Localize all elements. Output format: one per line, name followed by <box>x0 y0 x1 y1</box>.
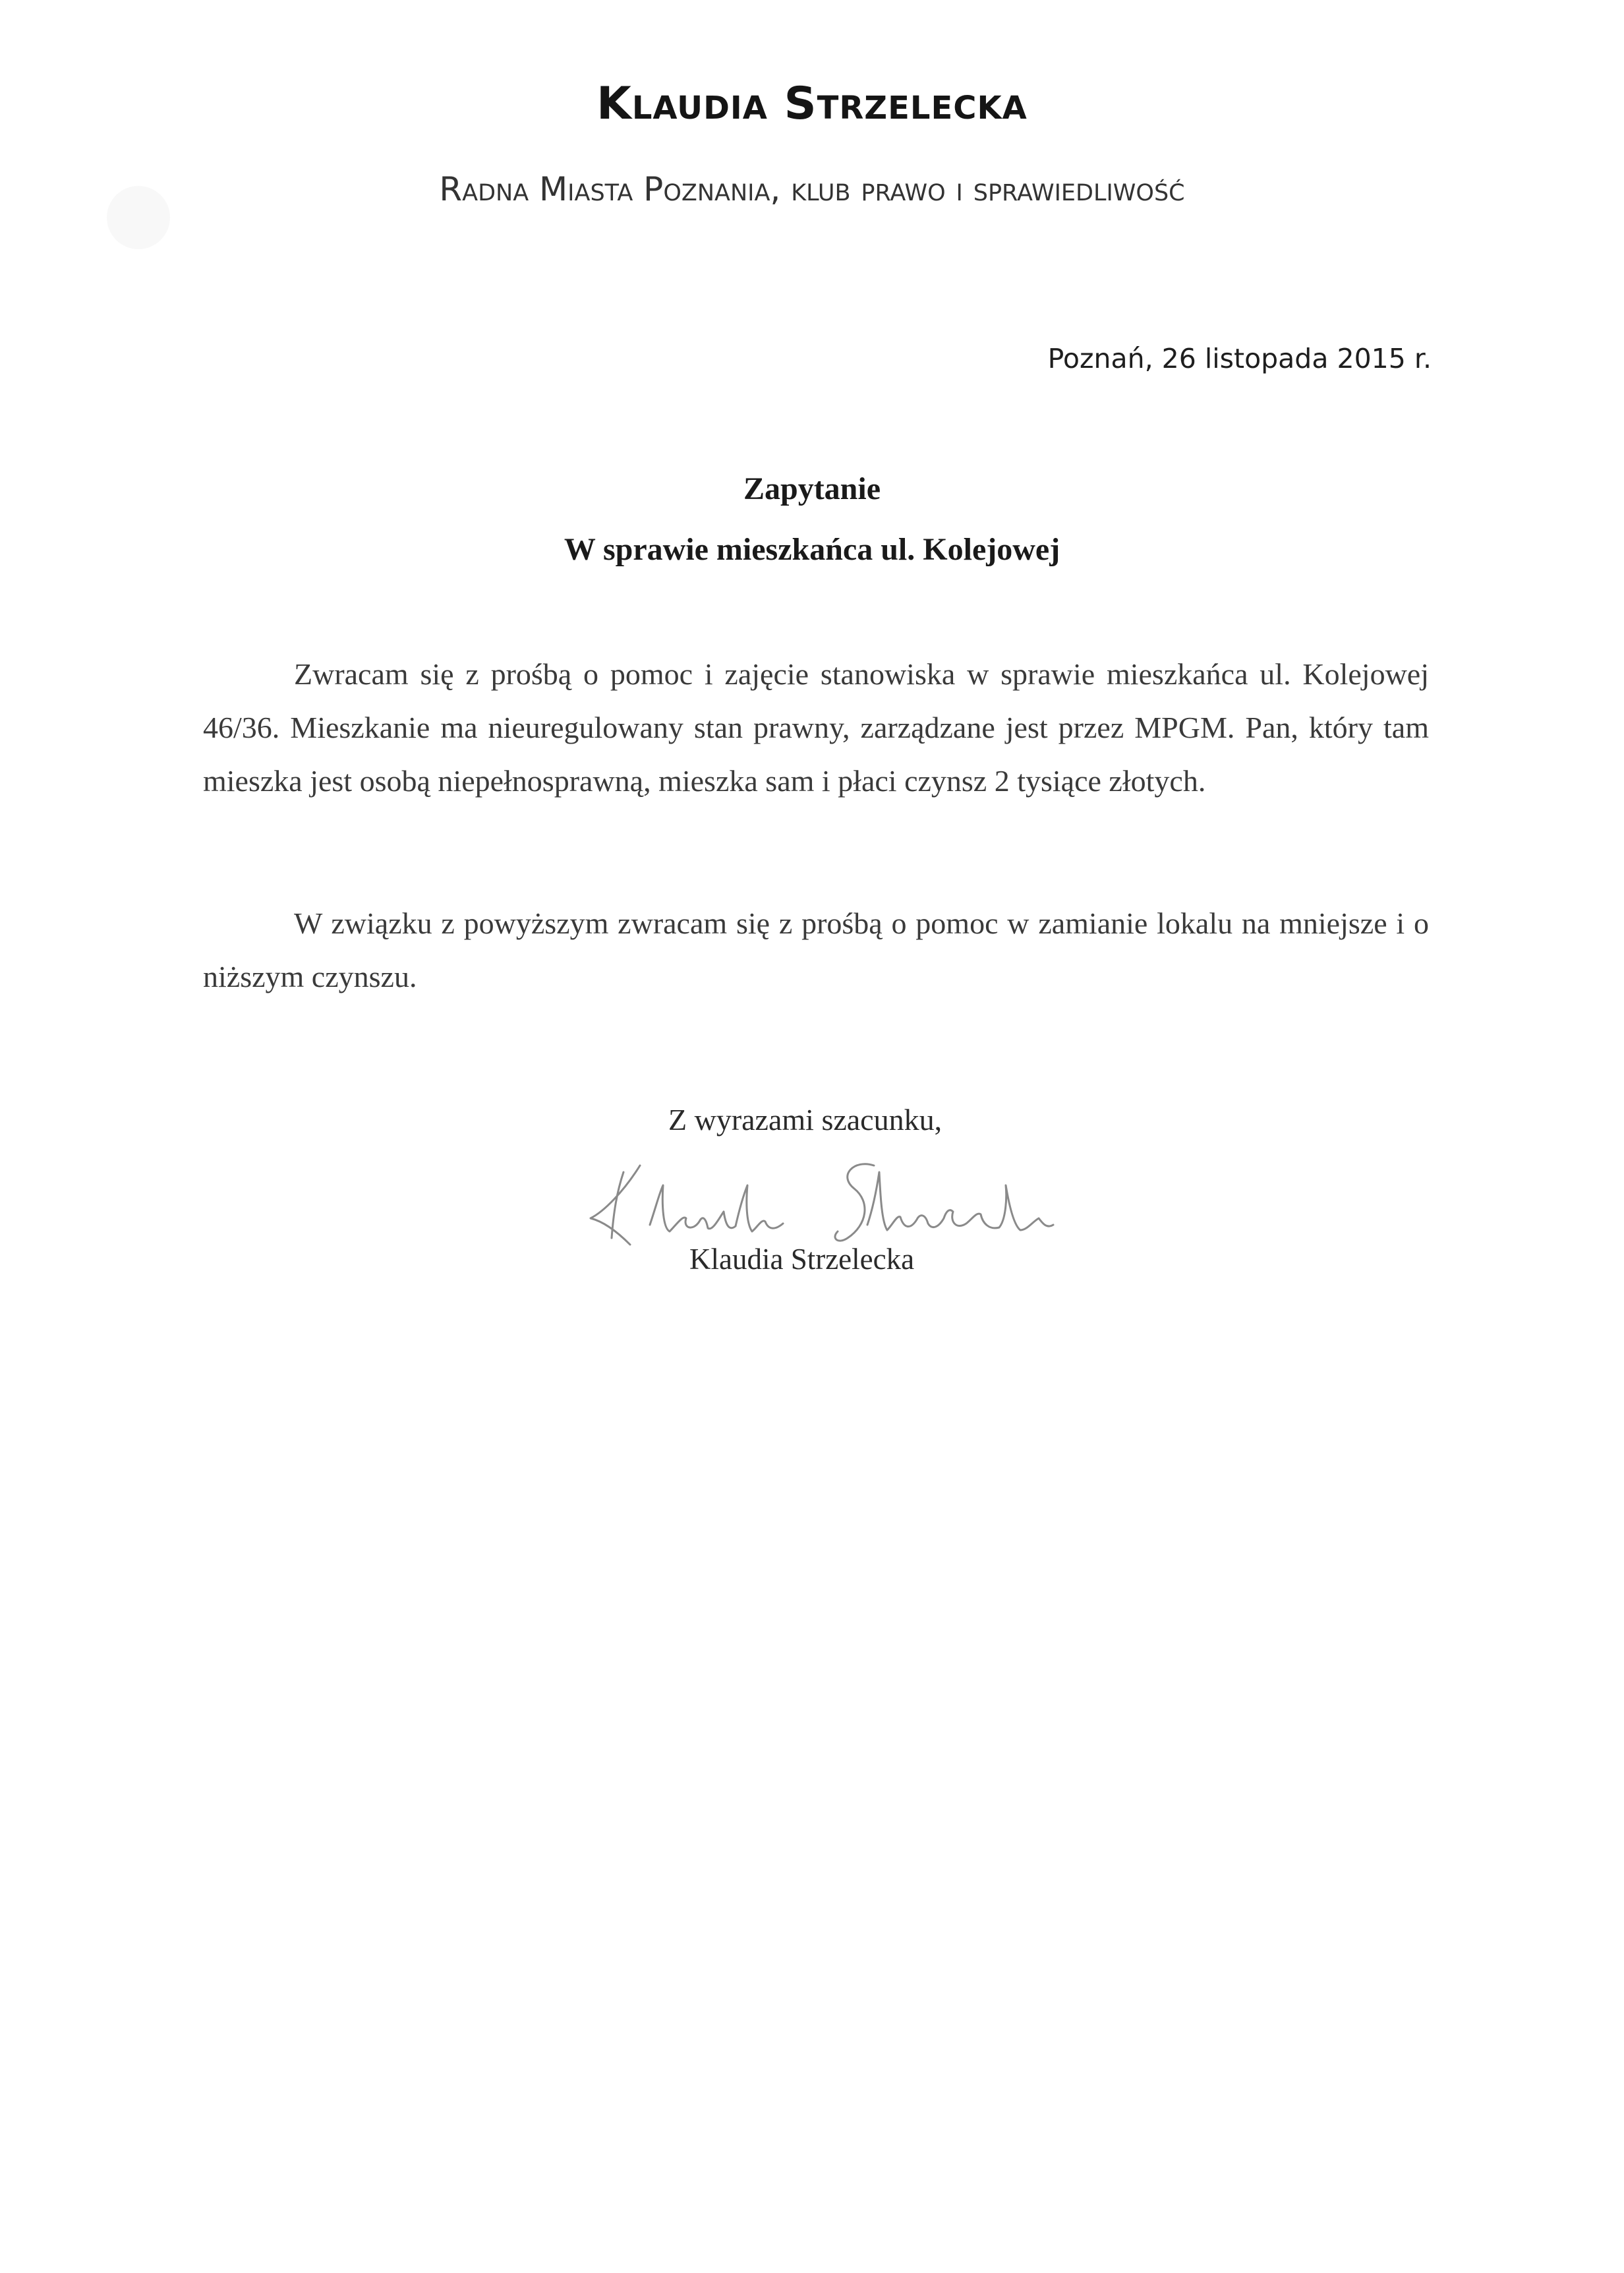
signer-name: Klaudia Strzelecka <box>689 1243 915 1276</box>
letterhead-name: Klaudia Strzelecka <box>596 78 1028 130</box>
letterhead-role: Radna Miasta Poznania, klub prawo i sprawiedliwość <box>439 170 1185 208</box>
closing-salutation: Z wyrazami szacunku, <box>668 1103 942 1136</box>
letter-subject: W sprawie mieszkańca ul. Kolejowej <box>564 532 1060 567</box>
body-paragraph: W związku z powyższym zwracam się z prośbą o pomoc w zamianie lokalu na mniejsze i o niższym czynszu. <box>203 906 1429 993</box>
letter-date: Poznań, 26 listopada 2015 r. <box>1047 343 1432 374</box>
letter-heading: Zapytanie <box>743 471 881 506</box>
body-paragraph: Zwracam się z prośbą o pomoc i zajęcie stanowiska w sprawie mieszkańca ul. Kolejowej 46/36. Mieszkanie ma nieuregulowany stan prawny, zarządzane jest przez MPGM. Pan, który tam mieszka jest osobą niepełnosprawną, mieszka sam i płaci czynsz 2 tysiące złotych. <box>203 657 1429 798</box>
handwritten-signature <box>577 1146 1078 1258</box>
